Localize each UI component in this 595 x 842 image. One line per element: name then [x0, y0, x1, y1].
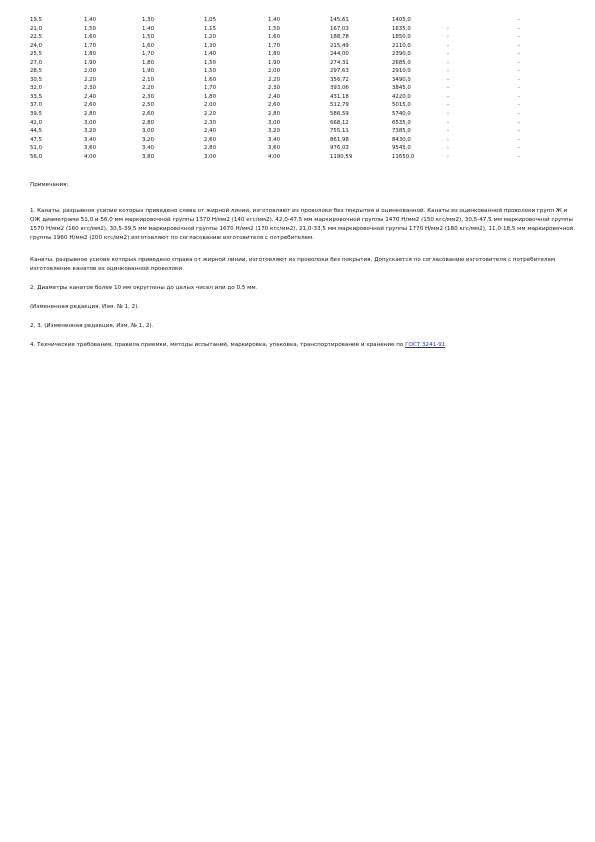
- table-cell: 2910,0: [392, 68, 411, 75]
- table-cell: 7385,0: [392, 128, 411, 135]
- table-cell: 1,50: [268, 25, 281, 32]
- table-cell: 56,0: [30, 153, 43, 160]
- table-cell: -: [447, 111, 449, 118]
- table-cell: 2,80: [142, 119, 155, 126]
- table-cell: -: [518, 93, 520, 100]
- table-cell: 2,60: [204, 136, 217, 143]
- table-cell: 30,5: [30, 76, 43, 83]
- table-cell: 51,0: [30, 145, 43, 152]
- table-cell: 2,40: [84, 93, 97, 100]
- table-cell: 37,0: [30, 102, 43, 109]
- table-cell: 3,60: [268, 145, 281, 152]
- table-row: [30, 33, 538, 42]
- table-cell: 4,00: [268, 153, 281, 160]
- table-cell: 1,15: [204, 25, 217, 32]
- table-cell: 1,60: [84, 34, 97, 41]
- table-cell: -: [518, 68, 520, 75]
- table-cell: [447, 16, 518, 25]
- table-cell: 5015,0: [392, 102, 411, 109]
- table-cell: -: [447, 102, 449, 109]
- note-4-end: .: [445, 342, 448, 348]
- table-cell: -: [518, 51, 520, 58]
- table-cell: 1,70: [142, 51, 155, 58]
- table-cell: -: [518, 119, 520, 126]
- table-row: [30, 42, 538, 51]
- table-cell: 1,80: [204, 93, 217, 100]
- table-row: [30, 127, 538, 136]
- table-cell: 2,30: [268, 85, 281, 92]
- table-cell: 393,06: [330, 85, 349, 92]
- table-cell: -: [518, 111, 520, 118]
- table-cell: 33,5: [30, 93, 43, 100]
- table-cell: 47,5: [30, 136, 43, 143]
- table-cell: 2,30: [204, 119, 217, 126]
- table-cell: 1,40: [204, 51, 217, 58]
- table-cell: -: [447, 76, 449, 83]
- table-cell: 1,30: [142, 17, 155, 23]
- table-cell: 1,60: [204, 76, 217, 83]
- table-cell: 431,18: [330, 93, 349, 100]
- table-cell: 2,00: [84, 68, 97, 75]
- table-cell: 1,50: [142, 34, 155, 41]
- table-cell: 4220,0: [392, 93, 411, 100]
- table-cell: -: [518, 145, 520, 152]
- table-row: [30, 76, 538, 85]
- table-cell: 28,5: [30, 68, 43, 75]
- amendment-note-2-3: 2, 3. (Измененная редакция, Изм. № 1, 2).: [30, 323, 154, 329]
- notes-heading: Примечания:: [30, 182, 69, 188]
- table-cell: 3490,0: [392, 76, 411, 83]
- table-cell: 25,5: [30, 51, 43, 58]
- note-1-paragraph: 1. Канаты, разрывное усилие которых приведено слева от жирной линии, изготовляют из проволоки без покрытия и оцинкованной. Канаты из оцинкованной проволоки групп Ж и ОЖ диаметрами 51,0 и 56,0 мм маркировочной группы 1370 Н/мм2 (140 кгс/мм2), 42,0-47,5 мм маркировочной группы 1470 Н/мм2 (150 кгс/мм2), 30,5-47,5 мм маркировочной группы 1570 Н/мм2 (160 кгс/мм2), 30,5-39,5 мм маркировочной группы 1670 Н/мм2 (170 кгс/мм2), 21,0-33,5 мм маркировочной группы 1770 Н/мм2 (180 кгс/мм2), 11,0-18,5 мм маркировочной группы 1960 Н/мм2 (200 кгс/мм2) изготовляют по согласованию изготовителя с потребителем.: [30, 208, 574, 241]
- table-cell: 2,50: [142, 102, 155, 109]
- table-cell: -: [518, 42, 520, 49]
- table-cell: -: [447, 68, 449, 75]
- table-cell: -: [518, 128, 520, 135]
- rope-specification-table: [30, 16, 538, 161]
- table-cell: -: [447, 128, 449, 135]
- note-1-continuation-paragraph: Канаты, разрывное усилие которых приведено справа от жирной линии, изготовляют из проволоки без покрытия. Допускается по согласованию изготовителя с потребителем изготовление канатов из оцинкованной проволоки.: [30, 257, 556, 272]
- table-cell: -: [518, 136, 520, 143]
- table-cell: 1,50: [204, 68, 217, 75]
- table-cell: 2,80: [84, 111, 97, 118]
- table-cell: 1,60: [142, 42, 155, 49]
- table-cell: 244,00: [330, 51, 349, 58]
- note-4-text: 4. Технические требования, правила приемки, методы испытаний, маркировка, упаковка, транспортирование и хранение по: [30, 342, 406, 348]
- table-cell: 861,98: [330, 136, 349, 143]
- table-cell: 2,20: [204, 111, 217, 118]
- table-row: [30, 144, 538, 153]
- table-cell: -: [518, 76, 520, 83]
- table-row: [30, 119, 538, 128]
- table-cell: 3,40: [142, 145, 155, 152]
- table-cell: 297,63: [330, 68, 349, 75]
- note-2-paragraph: 2. Диаметры канатов более 10 мм округлены до целых чисел или до 0,5 мм.: [30, 285, 258, 291]
- table-cell: 2,60: [84, 102, 97, 109]
- table-cell: 1,40: [142, 25, 155, 32]
- table-cell: 1,05: [204, 17, 217, 23]
- table-cell: 356,72: [330, 76, 349, 83]
- table-cell: 1,20: [204, 34, 217, 41]
- table-cell: 1,70: [204, 85, 217, 92]
- table-cell: 1,90: [268, 59, 281, 66]
- note-4-paragraph: [30, 341, 578, 350]
- table-cell: 3,20: [142, 136, 155, 143]
- table-row: [30, 101, 538, 110]
- table-cell: 1,40: [268, 17, 281, 23]
- table-cell: -: [447, 153, 449, 160]
- table-body: [30, 16, 538, 161]
- table-cell: 1635,0: [392, 25, 411, 32]
- table-cell: 4,00: [84, 153, 97, 160]
- table-cell: 2,20: [142, 85, 155, 92]
- table-cell: 2,30: [84, 85, 97, 92]
- table-cell: -: [447, 93, 449, 100]
- table-cell: 1,70: [84, 42, 97, 49]
- table-cell: 9545,0: [392, 145, 411, 152]
- table-cell: 512,79: [330, 102, 349, 109]
- table-cell: 2,00: [204, 102, 217, 109]
- table-cell: 1,60: [268, 34, 281, 41]
- table-cell: 2,60: [268, 102, 281, 109]
- table-cell: 1,90: [142, 68, 155, 75]
- table-cell: 3,20: [84, 128, 97, 135]
- table-row: [30, 67, 538, 76]
- table-row: [30, 136, 538, 145]
- table-cell: 2,30: [142, 93, 155, 100]
- table-cell: -: [518, 102, 520, 109]
- table-cell: -: [447, 119, 449, 126]
- table-cell: -: [518, 85, 520, 92]
- table-cell: 44,5: [30, 128, 43, 135]
- table-cell: 3,00: [268, 119, 281, 126]
- table-cell: 3,40: [268, 136, 281, 143]
- table-cell: 3,60: [84, 145, 97, 152]
- table-cell: 3,40: [84, 136, 97, 143]
- table-cell: -: [447, 145, 449, 152]
- table-cell: -: [518, 17, 520, 23]
- table-cell: 6535,0: [392, 119, 411, 126]
- table-cell: 1850,0: [392, 34, 411, 41]
- table-cell: 3,20: [268, 128, 281, 135]
- table-cell: -: [447, 25, 449, 32]
- table-cell: 2,00: [268, 68, 281, 75]
- table-cell: 8430,0: [392, 136, 411, 143]
- table-cell: 3,00: [142, 128, 155, 135]
- table-cell: 2,20: [84, 76, 97, 83]
- table-cell: -: [447, 136, 449, 143]
- table-cell: 3,80: [142, 153, 155, 160]
- table-cell: -: [447, 51, 449, 58]
- table-cell: 976,03: [330, 145, 349, 152]
- table-row: [30, 50, 538, 59]
- table-cell: 274,31: [330, 59, 349, 66]
- table-cell: 1,50: [204, 59, 217, 66]
- table-cell: 2,40: [204, 128, 217, 135]
- table-cell: 1405,0: [392, 17, 411, 23]
- table-cell: 2,20: [268, 76, 281, 83]
- table-cell: 27,0: [30, 59, 43, 66]
- table-cell: 3845,0: [392, 85, 411, 92]
- table-cell: 1,70: [268, 42, 281, 49]
- table-cell: 5740,0: [392, 111, 411, 118]
- table-cell: 1190,59: [330, 153, 353, 160]
- table-row: [30, 84, 538, 93]
- table-cell: 3,00: [84, 119, 97, 126]
- table-cell: 1,50: [84, 25, 97, 32]
- notes-section: [30, 181, 578, 350]
- table-row: [30, 16, 538, 25]
- table-cell: -: [447, 42, 449, 49]
- table-cell: 1,40: [84, 17, 97, 23]
- table-cell: 2,60: [142, 111, 155, 118]
- table-cell: 1,80: [142, 59, 155, 66]
- table-cell: 22,5: [30, 34, 43, 41]
- table-cell: 2,40: [268, 93, 281, 100]
- table-cell: 24,0: [30, 42, 43, 49]
- table-cell: 3,00: [204, 153, 217, 160]
- table-cell: 2390,0: [392, 51, 411, 58]
- table-cell: -: [518, 34, 520, 41]
- table-cell: 1,80: [84, 51, 97, 58]
- amendment-note: (Измененная редакция, Изм. № 1, 2).: [30, 304, 140, 310]
- table-row: [30, 93, 538, 102]
- table-row: [30, 110, 538, 119]
- table-cell: 1,30: [204, 42, 217, 49]
- gost-3241-link[interactable]: ГОСТ 3241-91: [405, 342, 446, 348]
- table-cell: 167,03: [330, 25, 349, 32]
- table-cell: 145,61: [330, 17, 349, 23]
- table-cell: 2,80: [204, 145, 217, 152]
- table-cell: 188,78: [330, 34, 349, 41]
- table-row: [30, 59, 538, 68]
- table-cell: 19,5: [30, 17, 43, 23]
- table-cell: 32,0: [30, 85, 43, 92]
- table-cell: 2685,0: [392, 59, 411, 66]
- table-cell: -: [447, 59, 449, 66]
- table-row: [30, 25, 538, 34]
- table-cell: 1,80: [268, 51, 281, 58]
- table-cell: 2110,0: [392, 42, 411, 49]
- table-cell: 1,90: [84, 59, 97, 66]
- table-cell: 42,0: [30, 119, 43, 126]
- table-cell: 668,12: [330, 119, 349, 126]
- table-cell: -: [447, 85, 449, 92]
- table-cell: -: [447, 34, 449, 41]
- table-cell: 39,5: [30, 111, 43, 118]
- table-cell: 2,10: [142, 76, 155, 83]
- table-cell: 2,80: [268, 111, 281, 118]
- table-cell: 11650,0: [392, 153, 415, 160]
- table-cell: -: [518, 153, 520, 160]
- table-cell: 586,59: [330, 111, 349, 118]
- table-cell: 755,11: [330, 128, 349, 135]
- table-row: [30, 153, 538, 162]
- table-cell: -: [518, 59, 520, 66]
- table-cell: 215,49: [330, 42, 349, 49]
- table-cell: -: [518, 25, 520, 32]
- table-cell: 21,0: [30, 25, 43, 32]
